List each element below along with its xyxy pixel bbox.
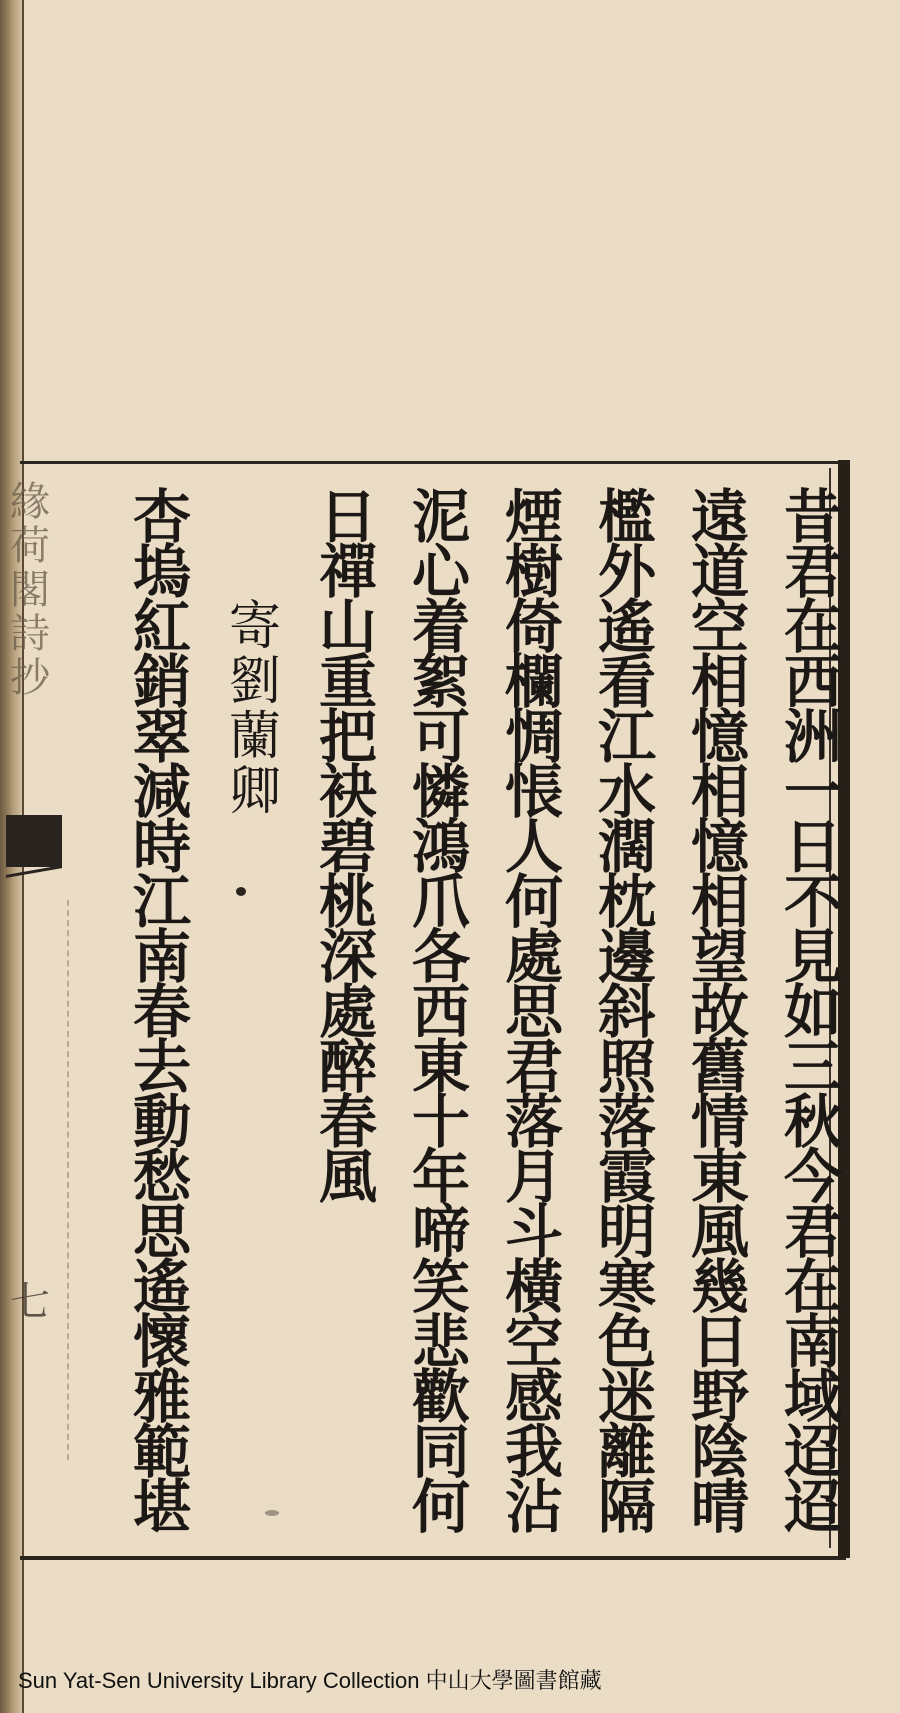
column-character: 寒 [597,1253,656,1321]
column-character: 西 [411,978,470,1046]
column-character: 悵 [504,758,563,826]
column-character: 感 [504,1363,563,1431]
column-character: 桃 [318,868,377,936]
column-character: 緣 [10,479,50,525]
column-character: 東 [411,1033,470,1101]
column-character: 我 [504,1418,563,1486]
column-character: 心 [411,538,470,606]
column-character: 愁 [132,1143,191,1211]
column-character: 歡 [411,1363,470,1431]
column-character: 水 [597,758,656,826]
column-character: 日 [783,813,842,881]
column-character: 遙 [132,1253,191,1321]
column-character: 野 [690,1363,749,1431]
column-character: 外 [597,538,656,606]
column-character: 可 [411,703,470,771]
column-character: 陰 [690,1418,749,1486]
column-character: 雅 [132,1363,191,1431]
column-character: 思 [504,978,563,1046]
column-character: 絮 [411,648,470,716]
column-character: 日 [690,1308,749,1376]
column-character: 江 [132,868,191,936]
column-character: 明 [597,1198,656,1266]
column-character: 迷 [597,1363,656,1431]
column-character: 秋 [783,1088,842,1156]
column-character: 斜 [597,978,656,1046]
column-character: 杏 [132,483,191,551]
column-character: 檻 [597,483,656,551]
column-character: 君 [783,538,842,606]
column-character: 何 [411,1473,470,1541]
column-character: 抄 [10,655,50,701]
column-character: 憐 [411,758,470,826]
text-column-4 [499,483,569,1541]
column-character: 空 [504,1308,563,1376]
column-character: 一 [783,758,842,826]
text-column-3 [592,483,662,1541]
column-character: 憶 [690,813,749,881]
text-column-7 [127,483,197,1541]
column-character: 枕 [597,868,656,936]
ink-smudge [265,1510,279,1516]
column-character: 南 [132,923,191,991]
column-character: 色 [597,1308,656,1376]
column-character: 憶 [690,703,749,771]
caption-chinese: 中山大學圖書館藏 [425,1669,602,1694]
column-character: 寄 [228,597,281,657]
column-character: 君 [783,1198,842,1266]
column-character: 思 [132,1198,191,1266]
column-character: 各 [411,923,470,991]
column-character: 遙 [597,593,656,661]
column-character: 今 [783,1143,842,1211]
column-character: 君 [504,1033,563,1101]
column-character: 落 [504,1088,563,1156]
column-character: 範 [132,1418,191,1486]
column-character: 照 [597,1033,656,1101]
column-character: 時 [132,813,191,881]
column-character: 處 [318,978,377,1046]
column-character: 惆 [504,703,563,771]
column-character: 斗 [504,1198,563,1266]
poem-title-column [220,597,290,822]
column-character: 鴻 [411,813,470,881]
column-character: 人 [504,813,563,881]
column-character: 詩 [10,611,50,657]
column-character: 沾 [504,1473,563,1541]
column-character: 爪 [411,868,470,936]
column-character: 悲 [411,1308,470,1376]
text-column-2 [685,483,755,1541]
column-character: 減 [132,758,191,826]
column-character: 橫 [504,1253,563,1321]
text-column-6 [313,483,383,1211]
column-character: 袂 [318,758,377,826]
leaf-number: 七 [10,1279,50,1325]
column-character: 處 [504,923,563,991]
column-character: 邊 [597,923,656,991]
column-character: 幾 [690,1253,749,1321]
column-character: 荷 [10,523,50,569]
column-character: 三 [783,1033,842,1101]
column-character: 晴 [690,1473,749,1541]
column-character: 隔 [597,1473,656,1541]
column-character: 霞 [597,1143,656,1211]
column-character: 堪 [132,1473,191,1541]
column-character: 月 [504,1143,563,1211]
column-character: 故 [690,978,749,1046]
column-character: 望 [690,923,749,991]
margin-book-title [2,480,58,700]
column-character: 落 [597,1088,656,1156]
column-character: 空 [690,593,749,661]
column-character: 樹 [504,538,563,606]
column-character: 迢 [783,1473,842,1541]
column-character: 何 [504,868,563,936]
column-character: 域 [783,1363,842,1431]
ink-blot [236,887,246,896]
column-character: 東 [690,1143,749,1211]
column-character: 着 [411,593,470,661]
column-character: 重 [318,648,377,716]
collection-caption [18,1664,602,1695]
column-character: 風 [690,1198,749,1266]
column-character: 江 [597,703,656,771]
column-character: 在 [783,1253,842,1321]
column-character: 迢 [783,1418,842,1486]
column-character: 深 [318,923,377,991]
column-character: 不 [783,868,842,936]
column-character: 風 [318,1143,377,1211]
column-character: 劉 [228,652,281,712]
column-character: 碧 [318,813,377,881]
column-character: 春 [132,978,191,1046]
caption-english: Sun Yat-Sen University Library Collection [18,1668,420,1693]
column-character: 相 [690,648,749,716]
column-character: 銷 [132,648,191,716]
column-character: 道 [690,538,749,606]
column-character: 相 [690,868,749,936]
column-character: 塢 [132,538,191,606]
column-character: 遠 [690,483,749,551]
column-character: 倚 [504,593,563,661]
column-character: 昔 [783,483,842,551]
column-character: 濶 [597,813,656,881]
column-character: 十 [411,1088,470,1156]
column-character: 啼 [411,1198,470,1266]
column-character: 醉 [318,1033,377,1101]
column-character: 同 [411,1418,470,1486]
column-character: 把 [318,703,377,771]
column-character: 離 [597,1418,656,1486]
column-character: 日 [318,483,377,551]
text-column-1 [778,483,848,1541]
column-character: 卿 [228,762,281,822]
column-character: 去 [132,1033,191,1101]
column-character: 相 [690,758,749,826]
column-character: 泥 [411,483,470,551]
text-column-5 [406,483,476,1541]
column-character: 山 [318,593,377,661]
column-character: 南 [783,1308,842,1376]
column-character: 西 [783,648,842,716]
column-character: 笑 [411,1253,470,1321]
column-character: 情 [690,1088,749,1156]
column-character: 禪 [318,538,377,606]
column-character: 懷 [132,1308,191,1376]
column-character: 煙 [504,483,563,551]
margin-rule [67,900,70,1460]
column-character: 如 [783,978,842,1046]
column-character: 紅 [132,593,191,661]
column-character: 洲 [783,703,842,771]
column-character: 閣 [10,567,50,613]
column-character: 蘭 [228,707,281,767]
column-character: 動 [132,1088,191,1156]
column-character: 見 [783,923,842,991]
column-character: 舊 [690,1033,749,1101]
column-character: 看 [597,648,656,716]
fishtail-mark [6,815,62,867]
column-character: 在 [783,593,842,661]
column-character: 欄 [504,648,563,716]
column-character: 年 [411,1143,470,1211]
column-character: 春 [318,1088,377,1156]
column-character: 翠 [132,703,191,771]
